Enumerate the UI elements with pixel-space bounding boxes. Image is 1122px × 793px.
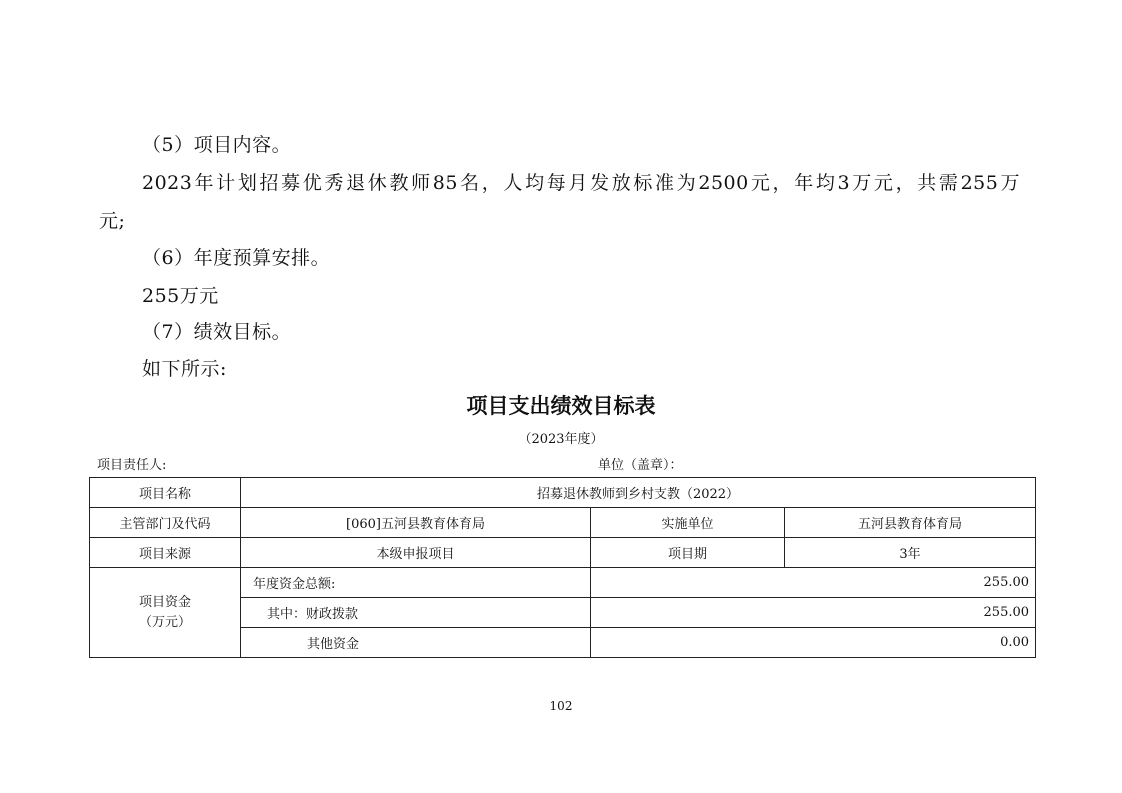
table-year: （2023年度） <box>518 432 604 447</box>
other-funds-label: 其他资金 <box>241 628 591 658</box>
table-row <box>90 538 1036 568</box>
implementing-unit-label: 实施单位 <box>591 508 785 538</box>
project-source-label: 项目来源 <box>90 538 241 568</box>
content-paragraph-line2: 元; <box>99 210 126 232</box>
page-number: 102 <box>549 699 573 713</box>
section-heading-goals: （7）绩效目标。 <box>142 321 292 343</box>
project-source-value: 本级申报项目 <box>241 538 591 568</box>
budget-amount: 255万元 <box>142 285 219 307</box>
project-period-label: 项目期 <box>591 538 785 568</box>
fiscal-allocation-label: 其中：财政拨款 <box>241 598 591 628</box>
unit-seal-label: 单位（盖章）： <box>598 458 683 473</box>
table-row <box>90 568 1036 598</box>
project-funds-label-line2: （万元） <box>138 614 191 630</box>
annual-total-label: 年度资金总额: <box>241 568 591 598</box>
fiscal-allocation-value: 255.00 <box>591 598 1036 628</box>
implementing-unit-value: 五河县教育体育局 <box>785 508 1036 538</box>
project-name-label: 项目名称 <box>90 478 241 508</box>
performance-target-table <box>89 477 1036 658</box>
project-name-value: 招募退休教师到乡村支教（2022） <box>241 478 1036 508</box>
project-funds-label <box>90 568 241 658</box>
table-title: 项目支出绩效目标表 <box>466 394 656 418</box>
as-follows-text: 如下所示: <box>142 358 227 380</box>
other-funds-value: 0.00 <box>591 628 1036 658</box>
department-value: [060]五河县教育体育局 <box>241 508 591 538</box>
project-period-value: 3年 <box>785 538 1036 568</box>
content-paragraph-line1: 2023年计划招募优秀退休教师85名，人均每月发放标准为2500元，年均3万元，共需255万 <box>142 172 1020 194</box>
department-label: 主管部门及代码 <box>90 508 241 538</box>
section-heading-budget: （6）年度预算安排。 <box>142 247 331 269</box>
section-heading-content: （5）项目内容。 <box>142 134 292 156</box>
table-row <box>90 508 1036 538</box>
annual-total-value: 255.00 <box>591 568 1036 598</box>
table-row <box>90 478 1036 508</box>
project-owner-label: 项目责任人: <box>97 458 167 473</box>
project-funds-label-line1: 项目资金 <box>138 594 191 610</box>
